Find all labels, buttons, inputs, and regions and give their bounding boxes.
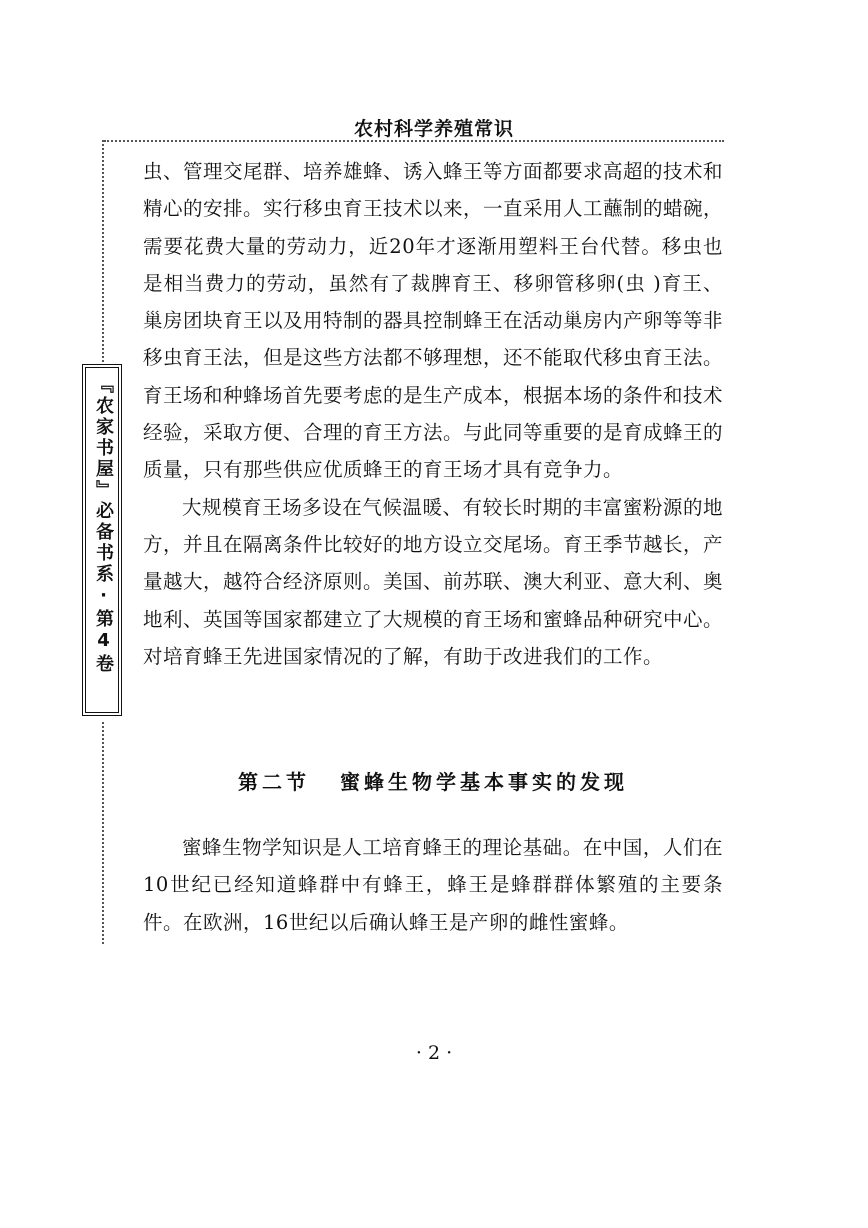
section-body-text	[143, 829, 723, 941]
running-head: 农村科学养殖常识	[353, 118, 514, 140]
paragraph-1: 虫、管理交尾群、培养雄蜂、诱入蜂王等方面都要求高超的技术和精心的安排。实行移虫育王技术以来，一直采用人工蘸制的蜡碗，需要花费大量的劳动力，近20年才逐渐用塑料王台代替。移虫也是相当费力的劳动，虽然有了裁脾育王、移卵管移卵(虫 )育王、巢房团块育王以及用特制的器具控制蜂王在活动巢房内产卵等等非移虫育王法，但是这些方法都不够理想，还不能取代移虫育王法。育王场和种蜂场首先要考虑的是生产成本，根据本场的条件和技术经验，采取方便、合理的育王方法。与此同等重要的是育成蜂王的质量，只有那些供应优质蜂王的育王场才具有竞争力。	[143, 160, 724, 482]
section-number: 第二节	[238, 770, 310, 794]
section-paragraph-1: 蜜蜂生物学知识是人工培育蜂王的理论基础。在中国，人们在10世纪已经知道蜂群中有蜂王，蜂王是蜂群群体繁殖的主要条件。在欧洲，16世纪以后确认蜂王是产卵的雌性蜜蜂。	[143, 836, 723, 934]
series-label: 『农家书屋』必备书系·第4卷	[93, 375, 114, 675]
paragraph-2: 大规模育王场多设在气候温暖、有较长时期的丰富蜜粉源的地方，并且在隔离条件比较好的地方设立交尾场。育王季节越长，产量越大，越符合经济原则。美国、前苏联、澳大利亚、意大利、奥地利、英国等国家都建立了大规模的育王场和蜜蜂品种研究中心。对培育蜂王先进国家情况的了解，有助于改进我们的工作。	[143, 495, 724, 668]
margin-dotted-rule-lower	[102, 722, 104, 944]
page-number: · 2 ·	[415, 1042, 453, 1064]
section-heading	[143, 766, 723, 795]
body-text	[143, 153, 723, 675]
margin-dotted-rule-upper	[102, 140, 104, 362]
series-label-box	[82, 364, 122, 716]
section-title: 蜜蜂生物学基本事实的发现	[340, 770, 628, 794]
header-dotted-rule	[104, 140, 724, 142]
